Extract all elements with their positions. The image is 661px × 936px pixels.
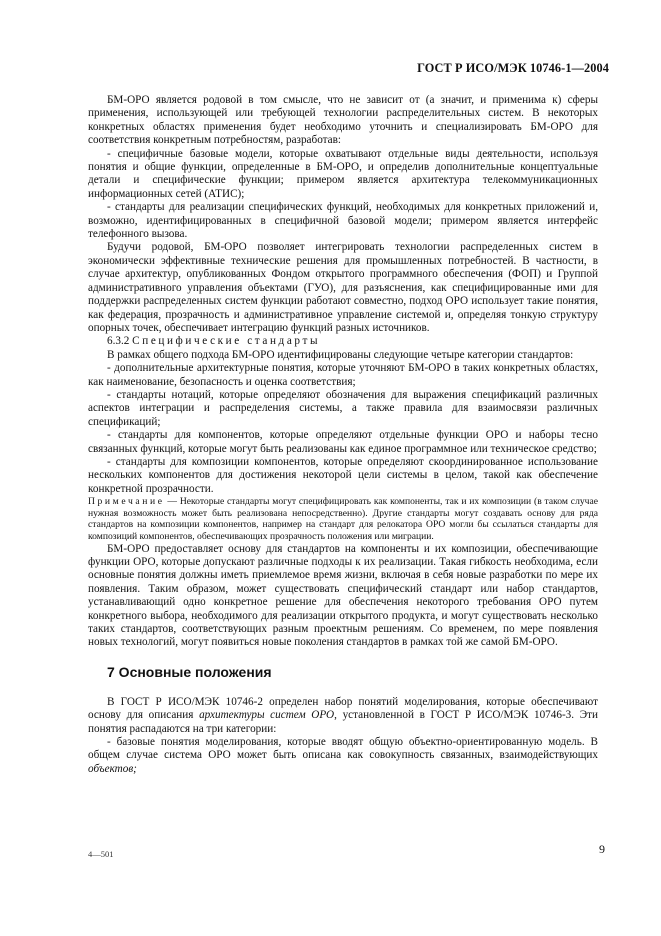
footer-code: 4—501 [88,849,114,859]
paragraph: В рамках общего подхода БМ-ОРО идентифицированы следующие четыре категории стандартов: [107,348,574,361]
paragraph [88,696,598,736]
section-title: Специфические стандарты [132,335,321,348]
list-item: - специфичные базовые модели, которые охватывают отдельные виды деятельности, используя понятия и общие функции, определенные в БМ-ОРО, и определив дополнительные концептуальные детали и специфические функции; примером является архитектура телекоммуникационных информационных сетей (АТИС); [88,147,598,200]
list-item: - дополнительные архитектурные понятия, которые уточняют БМ-ОРО в таких конкретных областях, как наименование, безопасность и оценка соответствия; [88,362,598,388]
paragraph: Будучи родовой, БМ-ОРО позволяет интегрировать технологии распределенных систем в экономически эффективные технические решения для промышленных потребностей. В частности, в случае архитектур, опубликованных Фондом открытого программного обеспечения (ФОП) и Группой административного управления объектами (ГУО), для разъяснения, как специфицированные ими для поддержки распределенных систем функции работают совместно, подход ОРО использует такие понятия, как федерация, прозрачность и административное управление системой и, определяя тонкую структуру опорных точек, обеспечивает интеграцию функций разных источников. [88,241,598,334]
note [88,496,598,542]
section-heading-7: 7 Основные положения [107,663,272,680]
list-item: - стандарты для композиции компонентов, которые определяют скоординированное использование нескольких компонентов для достижения некоторой цели системы в целом, такой как обеспечение конкретной прозрачности. [88,455,598,495]
paragraph: БМ-ОРО является родовой в том смысле, что не зависит от (а значит, и применима к) сферы применения, использующей или требующей технологии распределительных систем. В некоторых конкретных областях применения будет необходимо уточнить и специализировать БМ-ОРО для соответствия конкретным потребностям, разработав: [88,94,598,147]
italic-term: архитектуры систем ОРО [199,709,335,722]
section-number: 6.3.2 [107,335,130,348]
paragraph-text: - базовые понятия моделирования, которые вводят общую объектно-ориентированную модель. В общем случае система ОРО может быть описана как совокупность связанных, взаимодействующих [88,736,598,762]
paragraph-text: В ГОСТ Р ИСО/МЭК 10746-2 определен набор понятий моделирования, которые обеспечивают основу для описания [88,695,598,722]
paragraph: БМ-ОРО предоставляет основу для стандартов на компоненты и их композиции, обеспечивающие функции ОРО, которые допускают различные подходы к их реализации. Такая гибкость необходима, если основные понятия должны иметь приемлемое время жизни, включая в себя новые разработки по мере их появления. Таким образом, может существовать специфический стандарт или набор стандартов, устанавливающий одно конкретное решение для обеспечения некоторого требования ОРО путем конкретного выбора, необходимого для реализации открытого продукта, и могут существовать несколько таких стандартов, соответствующих разным проектным решениям. Со временем, по мере появления новых технологий, могут появиться новые поколения стандартов в рамках той же самой БМ-ОРО. [88,542,598,649]
section-heading-6-3-2 [88,335,598,348]
list-item: - стандарты для реализации специфических функций, необходимых для конкретных приложений и, возможно, идентифицированных в специфичной базовой модели; примером является интерфейс телефонного вызова. [88,201,598,241]
list-item: - стандарты для компонентов, которые определяют отдельные функции ОРО и наборы тесно связанных функций, которые могут быть реализованы как единое программное или техническое средство; [88,429,598,455]
italic-term: объектов; [88,762,137,775]
note-label: Примечание [88,496,165,508]
list-item [88,736,598,776]
page-number: 9 [599,842,605,856]
document-header: ГОСТ Р ИСО/МЭК 10746-1—2004 [417,61,609,75]
document-body [88,94,598,776]
list-item: - стандарты нотаций, которые определяют обозначения для выражения спецификаций различных аспектов интеграции и распределения системы, а также правила для взаимосвязи различных спецификаций; [88,388,598,428]
paragraph-text: , установленной в ГОСТ Р ИСО/МЭК 10746-3. Эти понятия распадаются на три категории: [88,709,598,735]
note-text: — Некоторые стандарты могут специфицировать как компоненты, так и их композиции (в таком случае нужная возможность может быть реализована непосредственно). Другие стандарты могут создавать основу для ряда стандартов на композиции компонентов, например на стандарт для релокатора ОРО могли бы ссылаться стандарты для композиций компонентов, обеспечивающих прозрачность положения или миграции. [88,496,598,542]
